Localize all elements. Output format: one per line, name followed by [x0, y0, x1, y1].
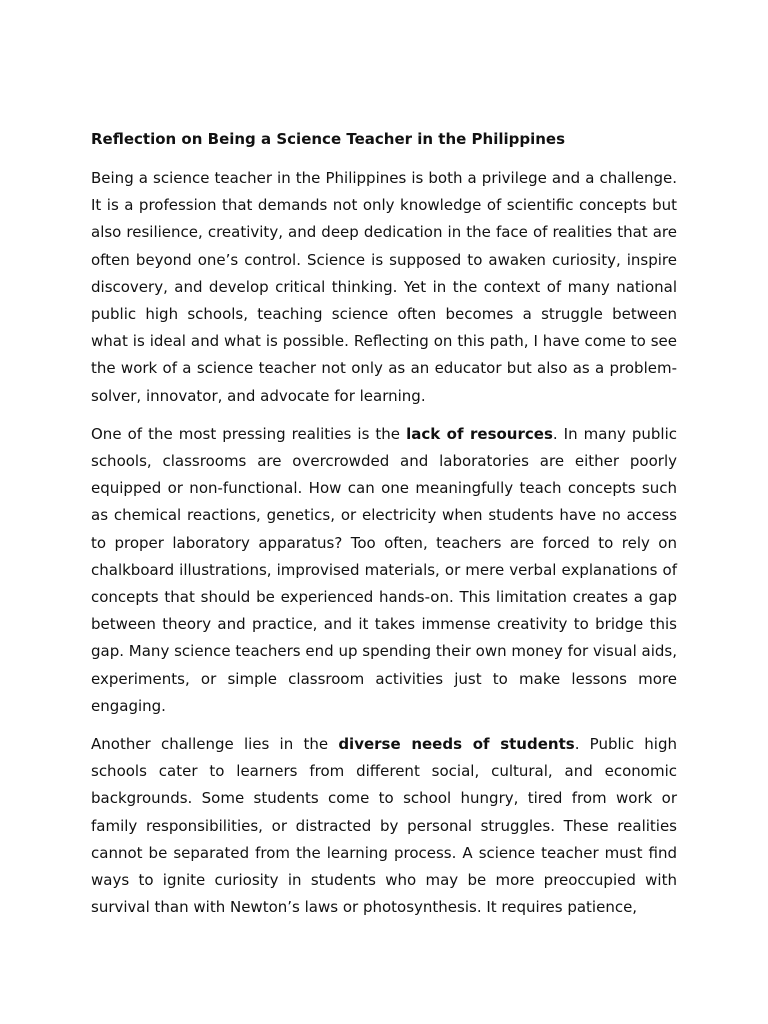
- bold-phrase: diverse needs of students: [338, 735, 575, 754]
- paragraph-text: . Public high schools cater to learners from different social, cultural, and economic backgrounds. Some students come to school hungry, tired from work or family responsibilities, or distracted by personal struggles. These realities cannot be separated from the learning process. A science teacher must find ways to ignite curiosity in students who may be more preoccupied with survival than with Newton’s laws or photosynthesis. It requires patience,: [91, 735, 678, 917]
- paragraph-resources: [91, 421, 677, 720]
- document-page: [91, 129, 677, 932]
- paragraph-intro: [91, 165, 677, 410]
- paragraph-students: [91, 731, 677, 921]
- paragraph-text: Another challenge lies in the: [91, 735, 339, 754]
- paragraph-text: . In many public schools, classrooms are overcrowded and laboratories are either poorly equipped or non-functional. How can one meaningfully teach concepts such as chemical reactions, genetics, or electricity when students have no access to proper laboratory apparatus? Too often, teachers are forced to rely on chalkboard illustrations, improvised materials, or mere verbal explanations of concepts that should be experienced hands-on. This limitation creates a gap between theory and practice, and it takes immense creativity to bridge this gap. Many science teachers end up spending their own money for visual aids, experiments, or simple classroom activities just to make lessons more engaging.: [91, 424, 677, 715]
- bold-phrase: lack of resources: [406, 424, 553, 443]
- paragraph-text: Being a science teacher in the Philippines is both a privilege and a challenge. It is a profession that demands not only knowledge of scientific concepts but also resilience, creativity, and deep dedication in the face of realities that are often beyond one’s control. Science is supposed to awaken curiosity, inspire discovery, and develop critical thinking. Yet in the context of many national public high schools, teaching science often becomes a struggle between what is ideal and what is possible. Reflecting on this path, I have come to see the work of a science teacher not only as an educator but also as a problem-solver, innovator, and advocate for learning.: [91, 169, 677, 405]
- paragraph-text: One of the most pressing realities is the: [91, 424, 407, 443]
- document-title: Reflection on Being a Science Teacher in the Philippines: [91, 130, 566, 148]
